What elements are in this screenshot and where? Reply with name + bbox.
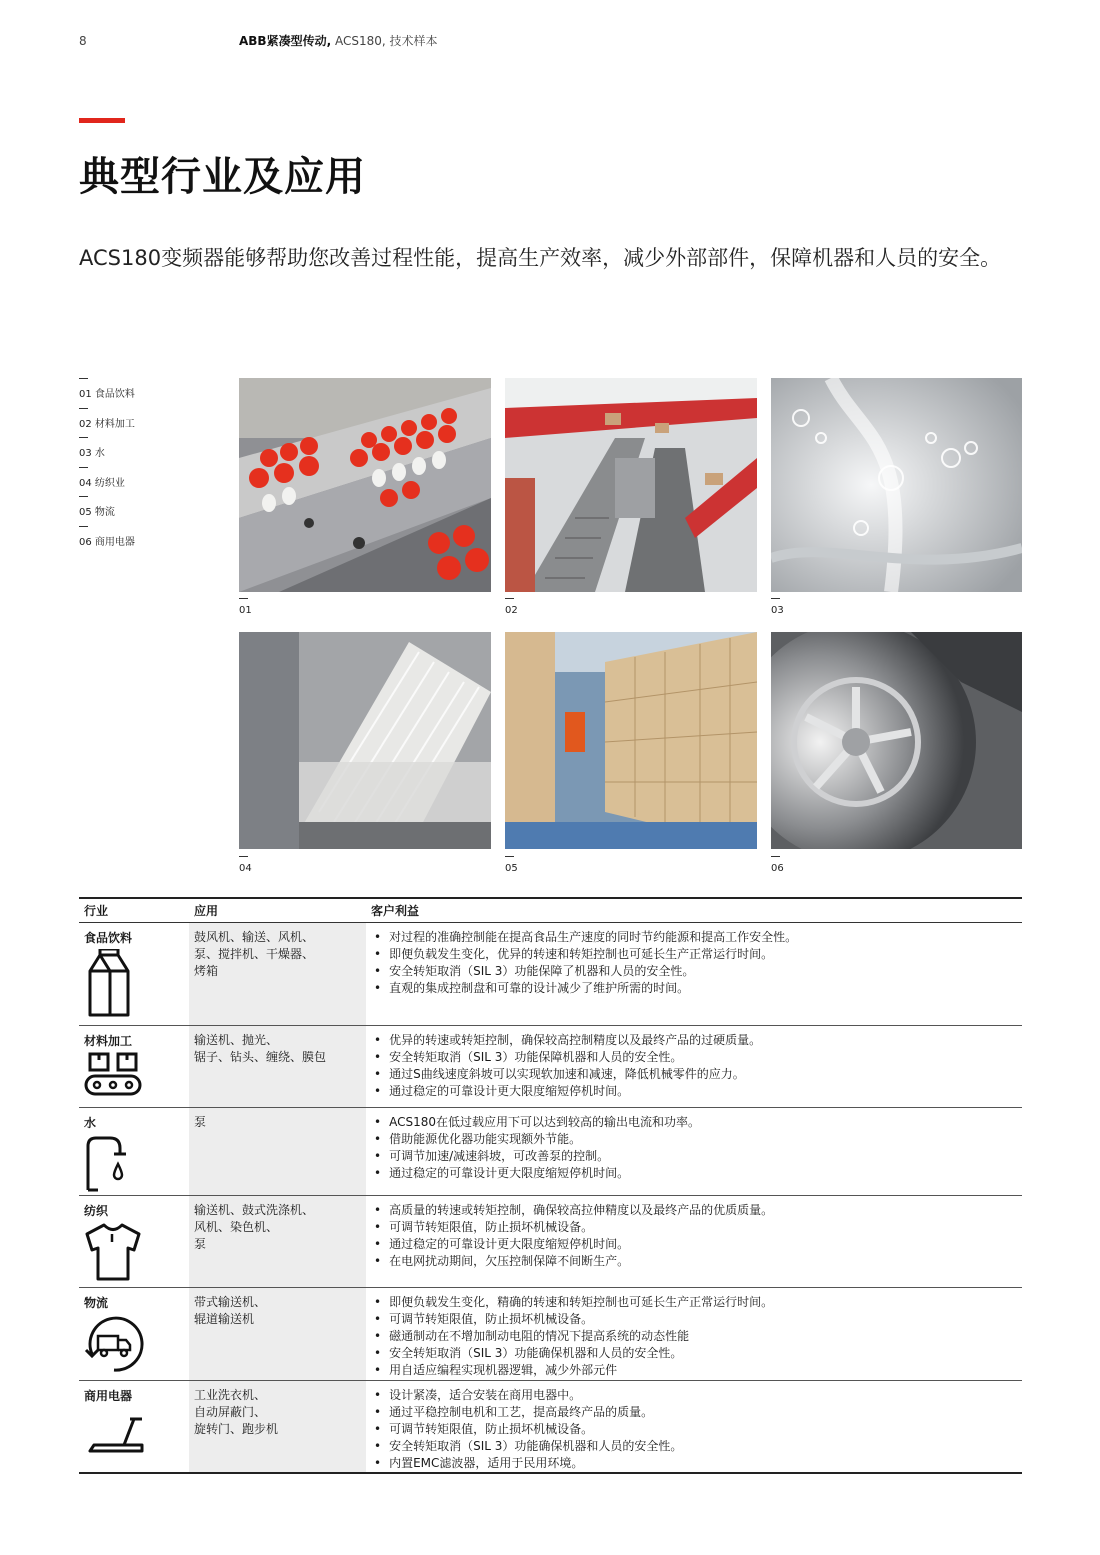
application-line: 泵 bbox=[194, 1115, 207, 1129]
legend-item: 06 商用电器 bbox=[79, 526, 135, 556]
application-line: 泵、搅拌机、干燥器、 bbox=[194, 947, 315, 961]
benefit-item: • 通过稳定的可靠设计更大限度缩短停机时间。 bbox=[374, 1083, 1022, 1100]
photo-caption: 04 bbox=[239, 856, 252, 874]
benefit-item: • 可调节加速/减速斜坡，可改善泵的控制。 bbox=[374, 1148, 1022, 1165]
milk-carton-icon bbox=[84, 949, 132, 1019]
benefit-item: • 可调节转矩限值，防止损坏机械设备。 bbox=[374, 1421, 1022, 1438]
benefit-list bbox=[374, 1202, 1022, 1270]
benefit-item: • 通过S曲线速度斜坡可以实现软加速和减速，降低机械零件的应力。 bbox=[374, 1066, 1022, 1083]
treadmill-icon bbox=[84, 1411, 146, 1455]
photo-caption: 03 bbox=[771, 598, 784, 616]
table-row bbox=[79, 1381, 1022, 1474]
photo-appliance bbox=[771, 632, 1022, 849]
table-row bbox=[79, 1196, 1022, 1288]
header-brand: ABB紧凑型传动, bbox=[239, 34, 332, 48]
page-header bbox=[79, 32, 437, 49]
benefit-item: • 安全转矩取消（SIL 3）功能确保机器和人员的安全性。 bbox=[374, 1438, 1022, 1455]
benefit-item: • 即便负载发生变化，精确的转速和转矩控制也可延长生产正常运行时间。 bbox=[374, 1294, 1022, 1311]
application-line: 工业洗衣机、 bbox=[194, 1388, 267, 1402]
application-line: 泵 bbox=[194, 1237, 207, 1251]
benefit-item: • 磁通制动在不增加制动电阻的情况下提高系统的动态性能 bbox=[374, 1328, 1022, 1345]
industry-name: 物流 bbox=[84, 1296, 109, 1310]
industry-name: 食品饮料 bbox=[84, 931, 133, 945]
benefit-item: • 安全转矩取消（SIL 3）功能保障了机器和人员的安全性。 bbox=[374, 963, 1022, 980]
benefit-list bbox=[374, 1032, 1022, 1100]
benefit-item: • 用自适应编程实现机器逻辑，减少外部元件 bbox=[374, 1362, 1022, 1379]
header-industry: 行业 bbox=[84, 904, 109, 918]
benefit-list bbox=[374, 1114, 1022, 1182]
benefit-list bbox=[374, 1294, 1022, 1379]
application-line: 输送机、鼓式洗涤机、 bbox=[194, 1203, 315, 1217]
application-line: 自动屏蔽门、 bbox=[194, 1405, 267, 1419]
legend-item: 03 水 bbox=[79, 437, 135, 467]
application-line: 风机、染色机、 bbox=[194, 1220, 279, 1234]
photo-logistics bbox=[505, 632, 757, 849]
faucet-icon bbox=[84, 1134, 130, 1192]
application-line: 带式输送机、 bbox=[194, 1295, 267, 1309]
benefit-item: • 优异的转速或转矩控制，确保较高控制精度以及最终产品的过硬质量。 bbox=[374, 1032, 1022, 1049]
page-number: 8 bbox=[79, 34, 87, 48]
industry-name: 纺织 bbox=[84, 1204, 109, 1218]
application-line: 输送机、抛光、 bbox=[194, 1033, 279, 1047]
application-line: 烤箱 bbox=[194, 964, 219, 978]
photo-caption: 06 bbox=[771, 856, 784, 874]
tshirt-icon bbox=[84, 1222, 142, 1282]
table-row bbox=[79, 1026, 1022, 1108]
benefit-item: • 对过程的准确控制能在提高食品生产速度的同时节约能源和提高工作安全性。 bbox=[374, 929, 1022, 946]
benefit-item: • 可调节转矩限值，防止损坏机械设备。 bbox=[374, 1311, 1022, 1328]
conveyor-icon bbox=[84, 1052, 142, 1096]
photo-caption: 05 bbox=[505, 856, 518, 874]
application-line: 锯子、钻头、缠绕、膜包 bbox=[194, 1050, 327, 1064]
page-title: 典型行业及应用 bbox=[79, 154, 366, 200]
benefit-item: • 可调节转矩限值，防止损坏机械设备。 bbox=[374, 1219, 1022, 1236]
industry-name: 商用电器 bbox=[84, 1389, 133, 1403]
legend-item: 04 纺织业 bbox=[79, 467, 135, 497]
benefit-item: • 安全转矩取消（SIL 3）功能保障机器和人员的安全性。 bbox=[374, 1049, 1022, 1066]
image-legend bbox=[79, 378, 135, 556]
industry-table bbox=[79, 897, 1022, 1474]
table-row bbox=[79, 1288, 1022, 1381]
application-line: 鼓风机、输送、风机、 bbox=[194, 930, 315, 944]
legend-item: 02 材料加工 bbox=[79, 408, 135, 438]
delivery-truck-icon bbox=[84, 1314, 144, 1374]
benefit-item: • 内置EMC滤波器，适用于民用环境。 bbox=[374, 1455, 1022, 1472]
lead-paragraph: ACS180变频器能够帮助您改善过程性能，提高生产效率，减少外部部件，保障机器和人员的安全。 bbox=[79, 246, 1002, 270]
header-benefits: 客户利益 bbox=[371, 904, 420, 918]
industry-name: 材料加工 bbox=[84, 1034, 133, 1048]
benefit-item: • 设计紧凑，适合安装在商用电器中。 bbox=[374, 1387, 1022, 1404]
photo-caption: 01 bbox=[239, 598, 252, 616]
photo-caption: 02 bbox=[505, 598, 518, 616]
benefit-item: • 借助能源优化器功能实现额外节能。 bbox=[374, 1131, 1022, 1148]
legend-item: 01 食品饮料 bbox=[79, 378, 135, 408]
photo-water bbox=[771, 378, 1022, 592]
benefit-list bbox=[374, 929, 1022, 997]
benefit-item: • 高质量的转速或转矩控制，确保较高拉伸精度以及最终产品的优质质量。 bbox=[374, 1202, 1022, 1219]
photo-material-handling bbox=[505, 378, 757, 592]
table-row bbox=[79, 1108, 1022, 1196]
application-line: 辊道输送机 bbox=[194, 1312, 255, 1326]
benefit-item: • 安全转矩取消（SIL 3）功能确保机器和人员的安全性。 bbox=[374, 1345, 1022, 1362]
benefit-item: • 通过稳定的可靠设计更大限度缩短停机时间。 bbox=[374, 1236, 1022, 1253]
benefit-item: • ACS180在低过载应用下可以达到较高的输出电流和功率。 bbox=[374, 1114, 1022, 1131]
industry-name: 水 bbox=[84, 1116, 97, 1130]
benefit-item: • 通过稳定的可靠设计更大限度缩短停机时间。 bbox=[374, 1165, 1022, 1182]
benefit-item: • 通过平稳控制电机和工艺，提高最终产品的质量。 bbox=[374, 1404, 1022, 1421]
benefit-item: • 在电网扰动期间，欠压控制保障不间断生产。 bbox=[374, 1253, 1022, 1270]
legend-item: 05 物流 bbox=[79, 496, 135, 526]
table-header bbox=[79, 899, 1022, 923]
header-application: 应用 bbox=[194, 904, 219, 918]
photo-textile bbox=[239, 632, 491, 849]
application-line: 旋转门、跑步机 bbox=[194, 1422, 279, 1436]
benefit-item: • 直观的集成控制盘和可靠的设计减少了维护所需的时间。 bbox=[374, 980, 1022, 997]
benefit-list bbox=[374, 1387, 1022, 1472]
benefit-item: • 即便负载发生变化，优异的转速和转矩控制也可延长生产正常运行时间。 bbox=[374, 946, 1022, 963]
photo-food-beverage bbox=[239, 378, 491, 592]
table-row bbox=[79, 923, 1022, 1026]
header-subtitle: ACS180, 技术样本 bbox=[331, 34, 438, 48]
accent-bar bbox=[79, 118, 125, 123]
